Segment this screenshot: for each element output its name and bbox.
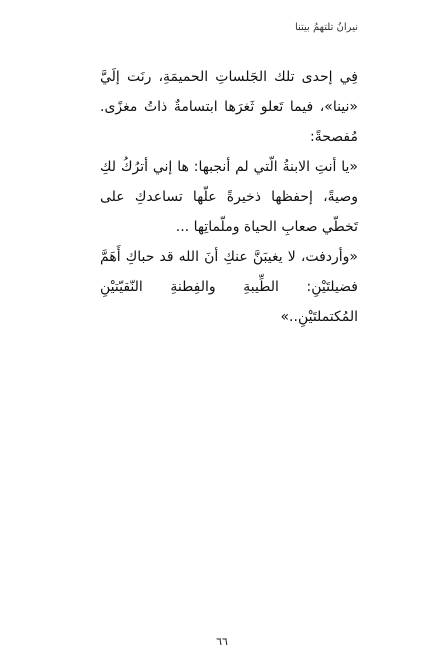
paragraph: «وأردفت، لا يغيبَنَّ عنكِ أنَ الله قد حباكِ أَهَمَّ فضيلتَيْنِ: الطِّيبةِ والفِطنةِ النّقيّتيْنِ المُكتملتَيْنِ..» [100, 249, 358, 325]
running-header: نيرانُ تلتهمُ بيتنا [294, 22, 358, 33]
paragraph: فِي إحدى تلك الجَلساتِ الحميمَةِ، رنَت إلَيَّ «نينا»، فيما تَعلو ثَغرَها ابتسامةٌ ذاتُ مغزًى. مُفصحةً: [100, 69, 358, 145]
paragraph: «يا أنتِ الابنةُ الّتي لم أنجبها: ها إني أترُكُ لكِ وصيةً، إحفظها ذخيرةً علّها تساعدكِ على تَخطّي صعابِ الحياة وملّماتِها ... [100, 159, 358, 235]
page-body [100, 62, 358, 332]
page-number: ٦٦ [216, 635, 228, 648]
